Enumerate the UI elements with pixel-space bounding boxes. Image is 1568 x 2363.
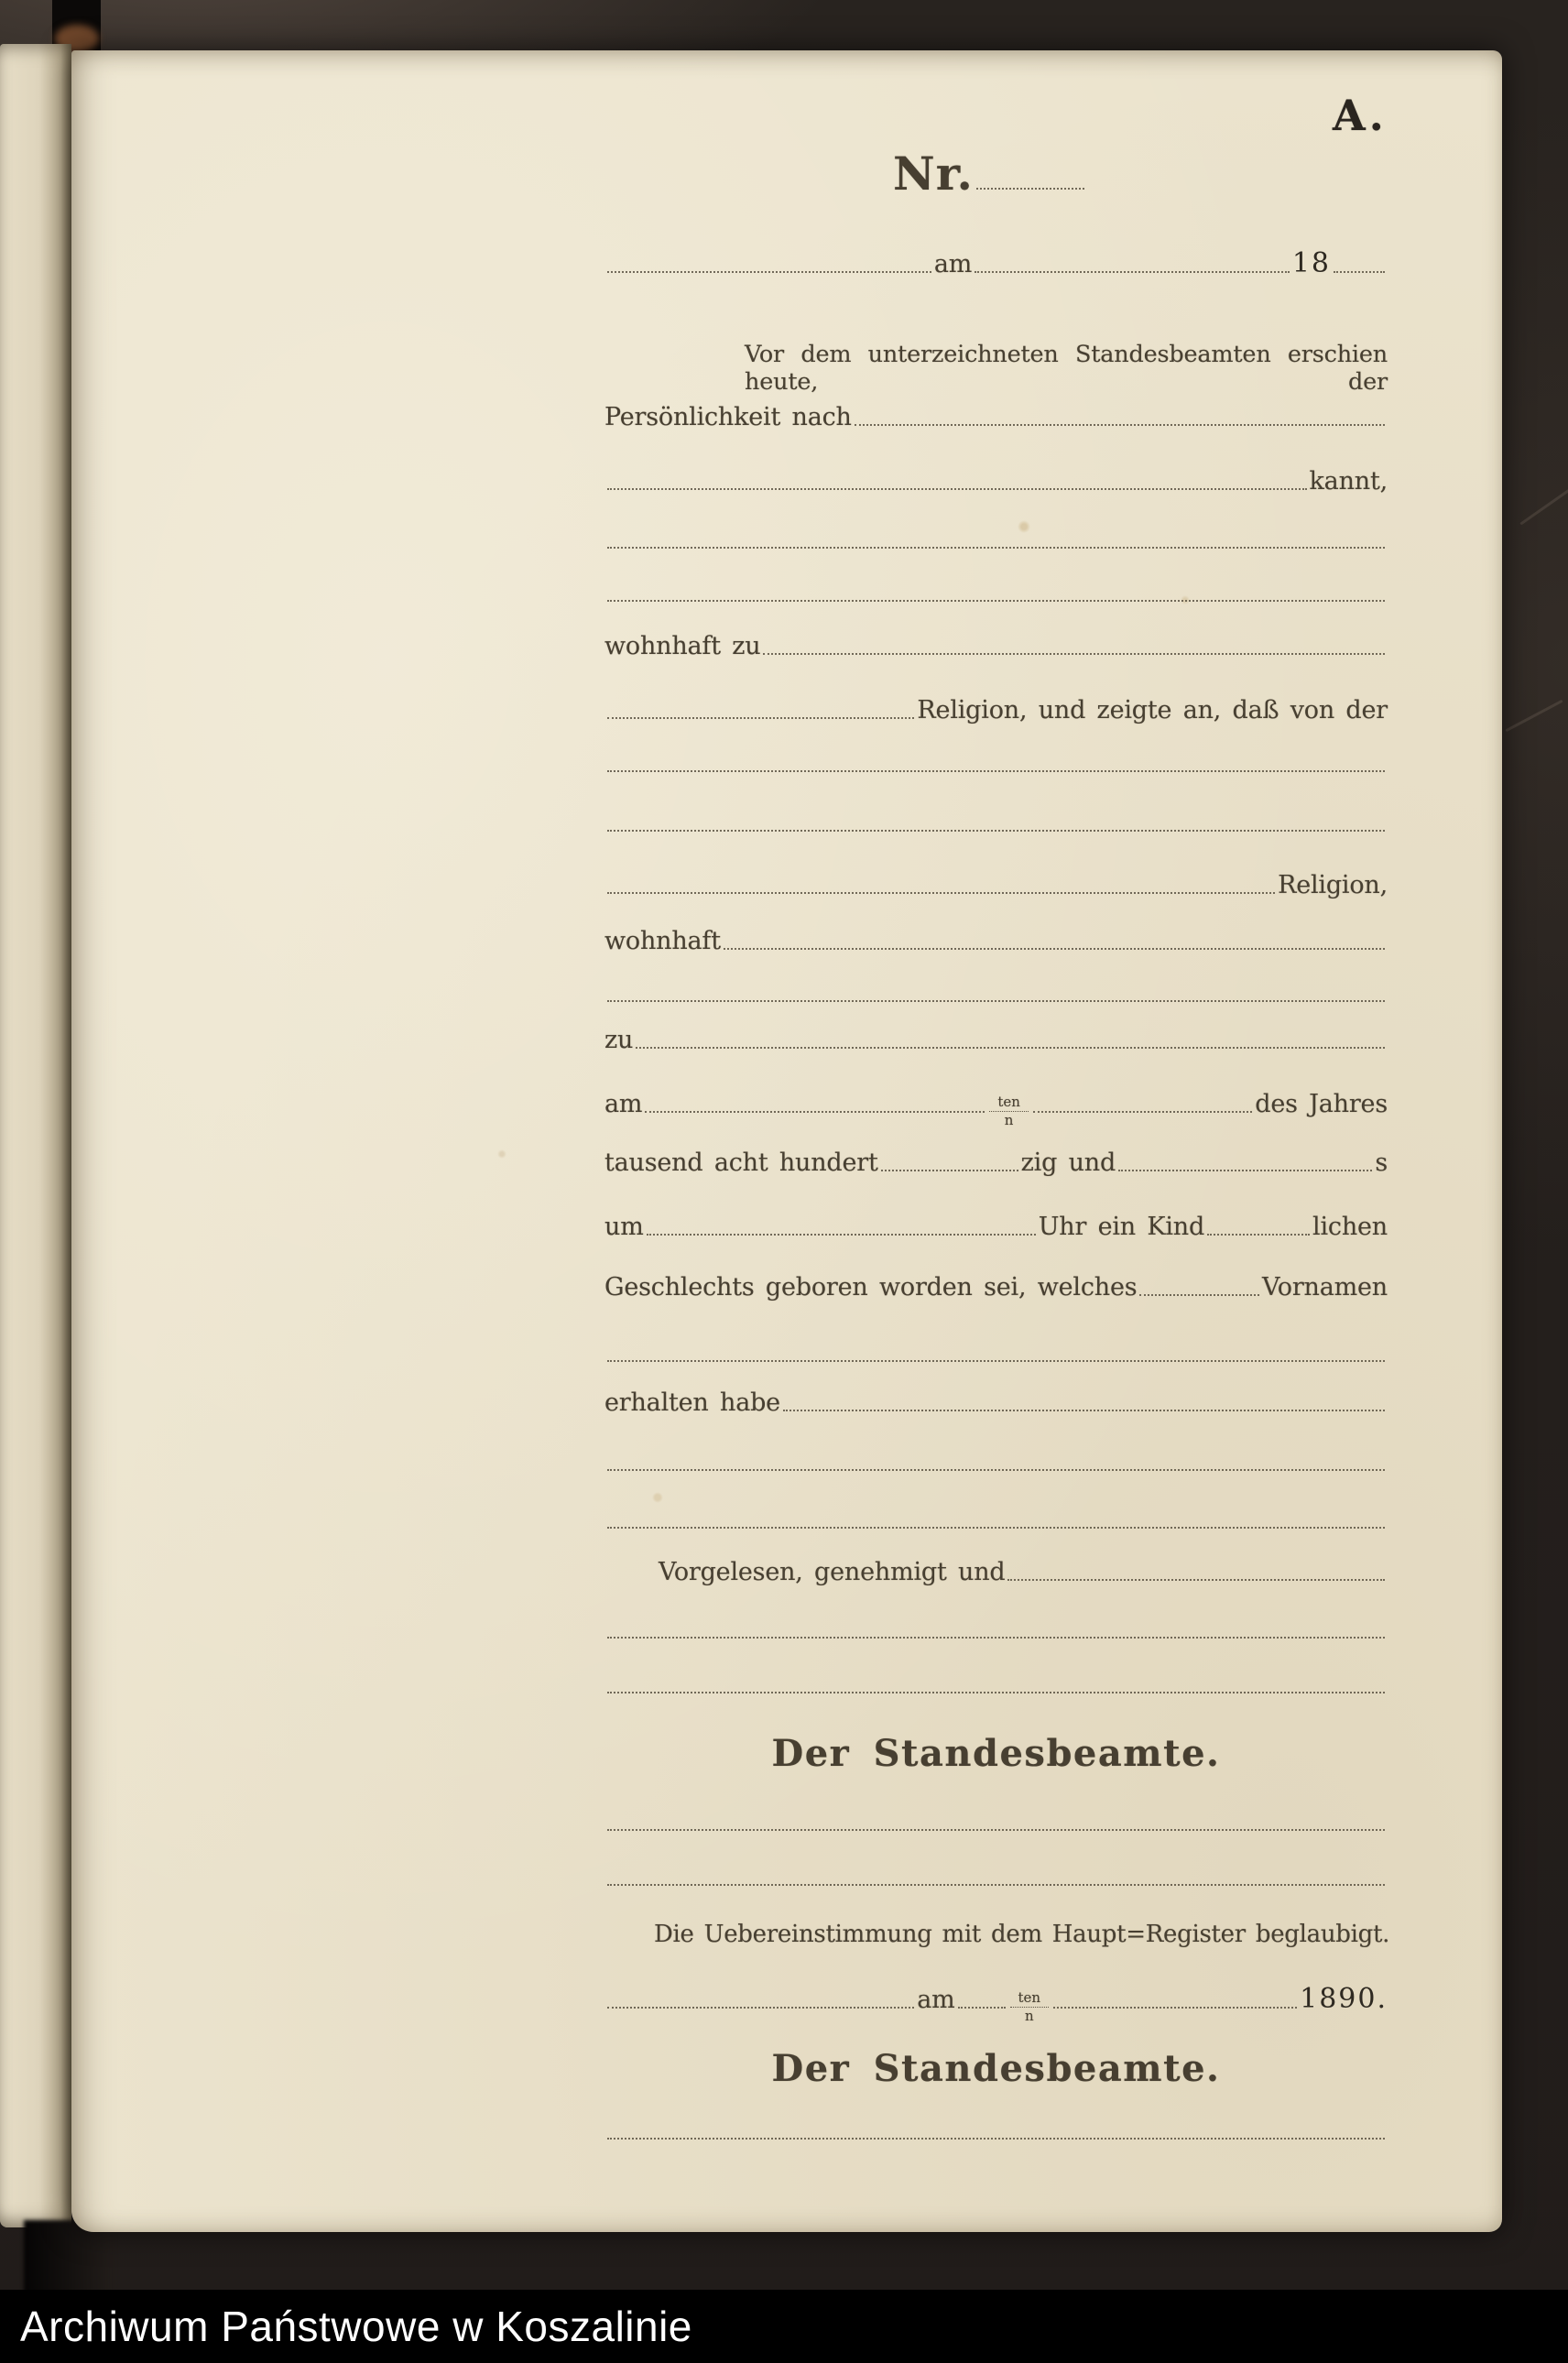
form-text: Uhr ein Kind bbox=[1038, 1212, 1205, 1241]
dotted-fill bbox=[607, 830, 1385, 832]
ordinal-suffix bbox=[1010, 1990, 1050, 2023]
residence-line bbox=[604, 625, 1388, 659]
religion-line bbox=[604, 864, 1388, 898]
form-text: erhalten habe bbox=[604, 1388, 780, 1417]
form-text: Geschlechts geboren worden sei, welches bbox=[604, 1272, 1138, 1301]
form-text: Vor dem unterzeichneten Standesbeamten erschien heute, der bbox=[745, 341, 1388, 396]
page-type-label: A. bbox=[1333, 91, 1388, 140]
sex-firstname-line bbox=[604, 1266, 1388, 1301]
certification-year: 1890. bbox=[1300, 1982, 1388, 2015]
dotted-fill bbox=[976, 188, 1084, 190]
dotted-fill bbox=[645, 1111, 985, 1113]
form-text: Religion, bbox=[1278, 870, 1388, 899]
dotted-fill bbox=[607, 2007, 914, 2009]
blank-line bbox=[604, 1608, 1388, 1643]
archive-caption-text: Archiwum Państwowe w Koszalinie bbox=[20, 2303, 692, 2350]
dotted-fill bbox=[607, 892, 1275, 894]
received-line bbox=[604, 1381, 1388, 1416]
blank-line bbox=[604, 972, 1388, 1007]
registrar-heading bbox=[604, 1726, 1388, 1773]
dotted-fill bbox=[607, 600, 1385, 602]
form-text: s bbox=[1375, 1148, 1388, 1177]
form-text: lichen bbox=[1312, 1212, 1388, 1241]
dotted-fill bbox=[1334, 271, 1385, 273]
dotted-fill bbox=[881, 1170, 1018, 1171]
dotted-fill bbox=[607, 1637, 1385, 1639]
dotted-fill bbox=[763, 653, 1385, 655]
registrar-heading bbox=[604, 2041, 1388, 2088]
dotted-fill bbox=[607, 1000, 1385, 1002]
readover-line bbox=[659, 1551, 1388, 1585]
form-text: am bbox=[933, 249, 973, 278]
previous-page-edge bbox=[0, 44, 71, 2227]
dotted-fill bbox=[607, 1360, 1385, 1362]
dotted-fill bbox=[1033, 1111, 1252, 1113]
form-text: Vornamen bbox=[1261, 1272, 1388, 1301]
form-text: Die Uebereinstimmung mit dem Haupt=Register beglaubigt. bbox=[654, 1920, 1390, 1948]
dotted-fill bbox=[975, 271, 1290, 273]
nr-line bbox=[893, 139, 1388, 201]
dotted-fill bbox=[1007, 1579, 1385, 1581]
form-text: Religion, und zeigte an, daß von der bbox=[917, 695, 1388, 724]
form-text: Persönlichkeit nach bbox=[604, 402, 852, 431]
ordinal-suffix-bottom: n bbox=[1004, 1111, 1014, 1128]
ordinal-suffix-top: ten bbox=[1010, 1990, 1050, 2008]
dotted-fill bbox=[1118, 1170, 1372, 1171]
form-text: zu bbox=[604, 1025, 634, 1054]
blank-line bbox=[604, 1856, 1388, 1890]
form-text: kannt, bbox=[1309, 466, 1388, 495]
dotted-fill bbox=[607, 271, 931, 273]
dotted-fill bbox=[607, 2138, 1385, 2140]
blank-line bbox=[604, 572, 1388, 606]
form-text: am bbox=[917, 1985, 955, 2014]
form-text: tausend acht hundert bbox=[604, 1148, 878, 1177]
certification-line bbox=[654, 1912, 1388, 1947]
dotted-fill bbox=[1053, 2007, 1297, 2009]
form-text: am bbox=[604, 1089, 643, 1118]
form-text: zig und bbox=[1020, 1148, 1116, 1177]
form-text: Der Standesbeamte. bbox=[771, 2047, 1221, 2090]
dotted-fill bbox=[607, 1884, 1385, 1886]
dotted-fill bbox=[607, 1829, 1385, 1831]
date-line bbox=[604, 243, 1388, 278]
dotted-fill bbox=[647, 1234, 1036, 1236]
blank-line bbox=[604, 1332, 1388, 1367]
blank-line bbox=[604, 801, 1388, 836]
blank-line bbox=[604, 1498, 1388, 1533]
dotted-fill bbox=[607, 717, 914, 719]
blank-line bbox=[604, 1441, 1388, 1476]
intro-line bbox=[745, 341, 1388, 396]
certification-date-line bbox=[604, 1978, 1388, 2024]
form-text: wohnhaft zu bbox=[604, 631, 761, 660]
known-line bbox=[604, 460, 1388, 495]
blank-line bbox=[604, 2109, 1388, 2144]
backdrop-scratch bbox=[1505, 700, 1563, 733]
residence2-line bbox=[604, 920, 1388, 954]
dotted-fill bbox=[636, 1047, 1385, 1049]
nr-label: Nr. bbox=[893, 146, 974, 201]
birthdate-line bbox=[604, 1083, 1388, 1128]
form-text: Vorgelesen, genehmigt und bbox=[659, 1557, 1006, 1586]
dotted-fill bbox=[1207, 1234, 1310, 1236]
blank-line bbox=[604, 742, 1388, 777]
ordinal-suffix-bottom: n bbox=[1024, 2007, 1034, 2024]
dotted-fill bbox=[1139, 1294, 1259, 1296]
birthtime-line bbox=[604, 1205, 1388, 1240]
blank-line bbox=[604, 518, 1388, 553]
blank-line bbox=[604, 1663, 1388, 1698]
dotted-fill bbox=[607, 547, 1385, 549]
dotted-fill bbox=[607, 1692, 1385, 1693]
birthyear-line bbox=[604, 1141, 1388, 1176]
ordinal-suffix-top: ten bbox=[989, 1094, 1029, 1112]
year-prefix: 18 bbox=[1291, 246, 1331, 279]
religion-declaration-line bbox=[604, 689, 1388, 724]
document-page bbox=[71, 50, 1502, 2232]
dotted-fill bbox=[607, 1527, 1385, 1529]
ordinal-suffix bbox=[989, 1094, 1029, 1127]
blank-line bbox=[604, 1801, 1388, 1835]
archive-caption-bar bbox=[0, 2290, 1568, 2363]
place-line bbox=[604, 1018, 1388, 1053]
dotted-fill bbox=[855, 424, 1385, 426]
form-text: des Jahres bbox=[1255, 1089, 1388, 1118]
form-text: Der Standesbeamte. bbox=[771, 1732, 1221, 1775]
dotted-fill bbox=[783, 1410, 1385, 1411]
dotted-fill bbox=[958, 2007, 1006, 2009]
backdrop-scratch bbox=[1519, 475, 1568, 525]
form-text: um bbox=[604, 1212, 644, 1241]
identity-line bbox=[604, 396, 1388, 430]
dotted-fill bbox=[607, 488, 1307, 490]
dotted-fill bbox=[607, 770, 1385, 772]
dotted-fill bbox=[724, 948, 1385, 950]
form-text: wohnhaft bbox=[604, 926, 721, 955]
dotted-fill bbox=[607, 1469, 1385, 1471]
